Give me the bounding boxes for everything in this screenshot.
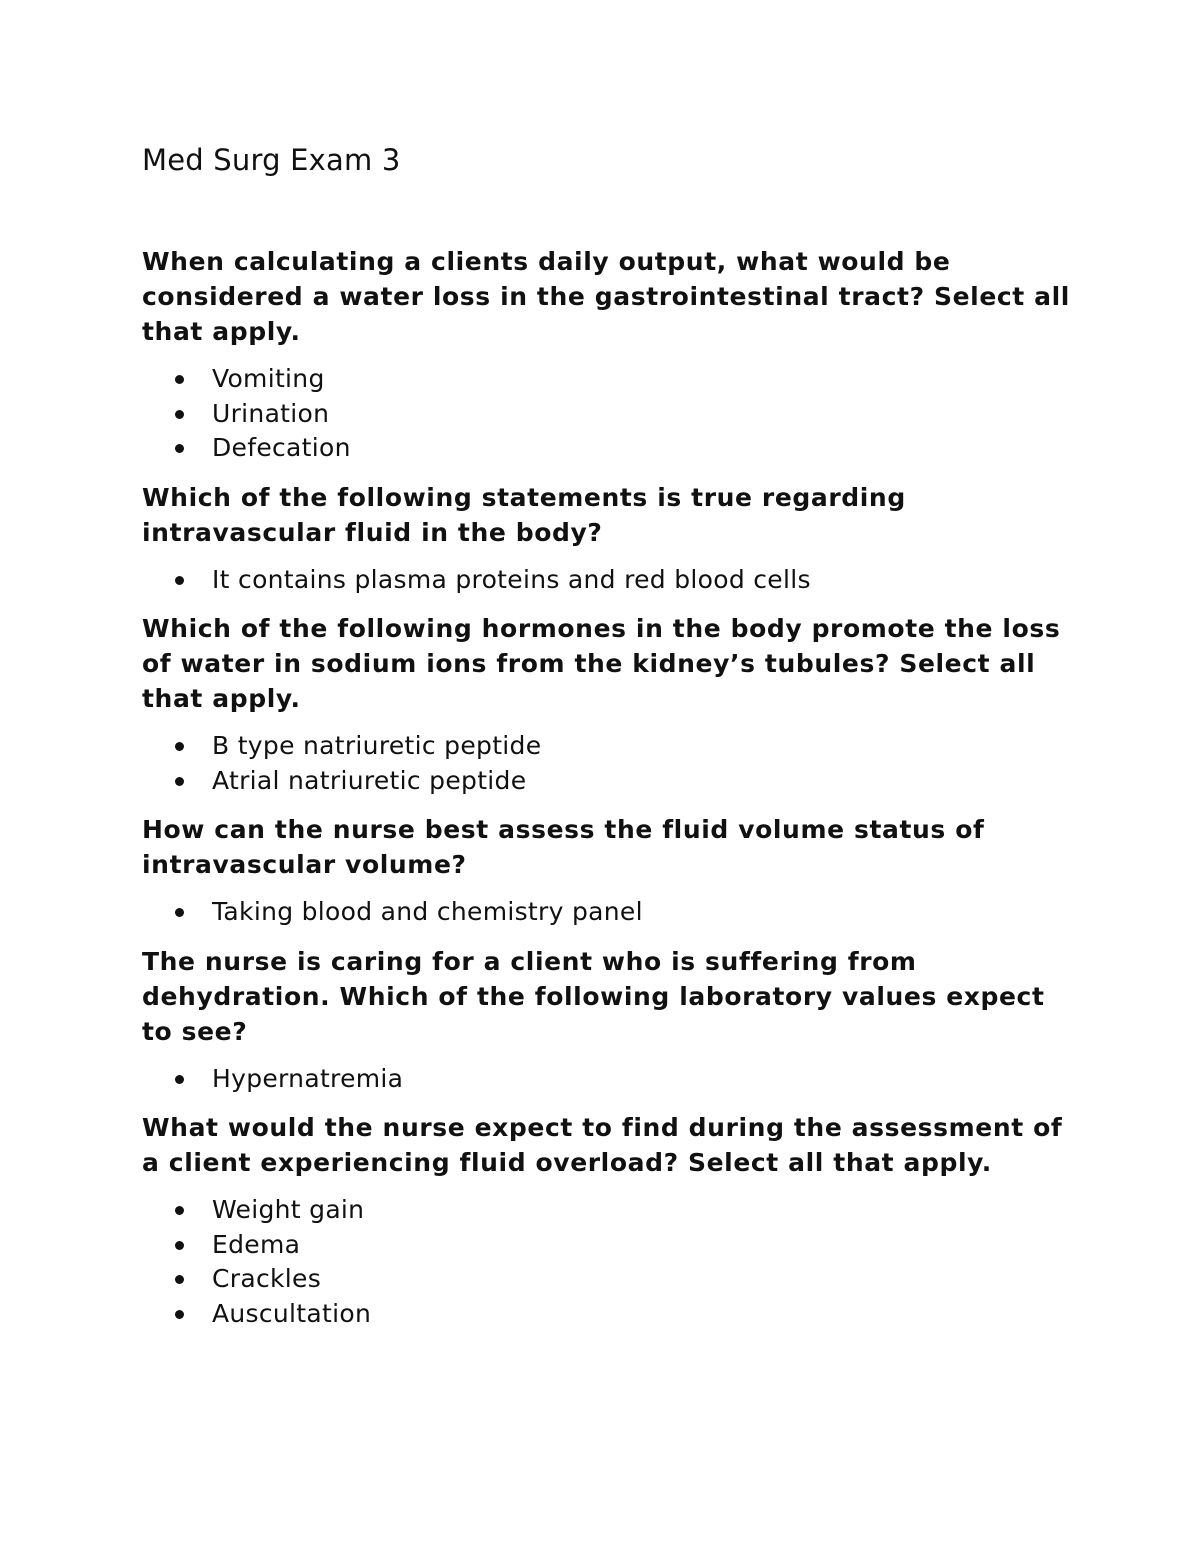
- question-block: [142, 480, 1072, 598]
- answer-text: Hypernatremia: [212, 1063, 404, 1093]
- question-block: [142, 611, 1072, 798]
- answer-item: [142, 1297, 1072, 1332]
- answer-item: [142, 431, 1072, 466]
- answer-item: [142, 1262, 1072, 1297]
- answer-text: Edema: [212, 1229, 301, 1259]
- bullet-icon: [175, 1206, 184, 1215]
- bullet-icon: [175, 375, 184, 384]
- bullet-icon: [175, 1275, 184, 1284]
- answer-text: Auscultation: [212, 1298, 372, 1328]
- bullet-icon: [175, 1310, 184, 1319]
- question-block: [142, 812, 1072, 930]
- question-block: [142, 244, 1072, 466]
- question-text: Which of the following hormones in the body promote the loss of water in sodium ions from the kidney’s tubules? Select all that apply.: [142, 614, 1061, 713]
- bullet-icon: [175, 742, 184, 751]
- question-text: What would the nurse expect to find during the assessment of a client experiencing fluid overload? Select all that apply.: [142, 1113, 1063, 1177]
- answer-list: [142, 563, 1072, 598]
- answer-list: [142, 895, 1072, 930]
- question-text: When calculating a clients daily output, what would be considered a water loss in the gastrointestinal tract? Select all that apply.: [142, 247, 1070, 346]
- document-page: [142, 140, 1072, 1345]
- question-text: How can the nurse best assess the fluid volume status of intravascular volume?: [142, 815, 985, 879]
- answer-item: [142, 1193, 1072, 1228]
- answer-text: It contains plasma proteins and red blood cells: [212, 564, 811, 594]
- question-block: [142, 944, 1072, 1097]
- bullet-icon: [175, 576, 184, 585]
- answer-item: [142, 1228, 1072, 1263]
- answer-text: Atrial natriuretic peptide: [212, 765, 527, 795]
- answer-list: [142, 362, 1072, 466]
- answer-text: Vomiting: [212, 364, 325, 393]
- bullet-icon: [175, 1241, 184, 1250]
- bullet-icon: [175, 777, 184, 786]
- answer-text: B type natriuretic peptide: [212, 731, 542, 760]
- answer-list: [142, 1193, 1072, 1331]
- answer-text: Weight gain: [212, 1195, 365, 1224]
- answer-item: [142, 895, 1072, 930]
- answer-item: [142, 1062, 1072, 1097]
- question-text: The nurse is caring for a client who is suffering from dehydration. Which of the following laboratory values expect to see?: [142, 946, 1045, 1046]
- answer-list: [142, 1062, 1072, 1097]
- bullet-icon: [175, 1075, 184, 1084]
- bullet-icon: [175, 410, 184, 419]
- answer-text: Taking blood and chemistry panel: [212, 897, 643, 926]
- bullet-icon: [175, 908, 184, 917]
- answer-item: [142, 563, 1072, 598]
- question-block: [142, 1110, 1072, 1331]
- answer-item: [142, 764, 1072, 799]
- answer-text: Crackles: [212, 1264, 322, 1293]
- question-text: Which of the following statements is true regarding intravascular fluid in the body?: [142, 482, 906, 547]
- bullet-icon: [175, 444, 184, 453]
- answer-text: Defecation: [212, 433, 351, 462]
- answer-item: [142, 729, 1072, 764]
- answer-list: [142, 729, 1072, 798]
- document-title: Med Surg Exam 3: [142, 143, 401, 177]
- answer-item: [142, 362, 1072, 397]
- answer-text: Urination: [212, 398, 330, 428]
- answer-item: [142, 397, 1072, 432]
